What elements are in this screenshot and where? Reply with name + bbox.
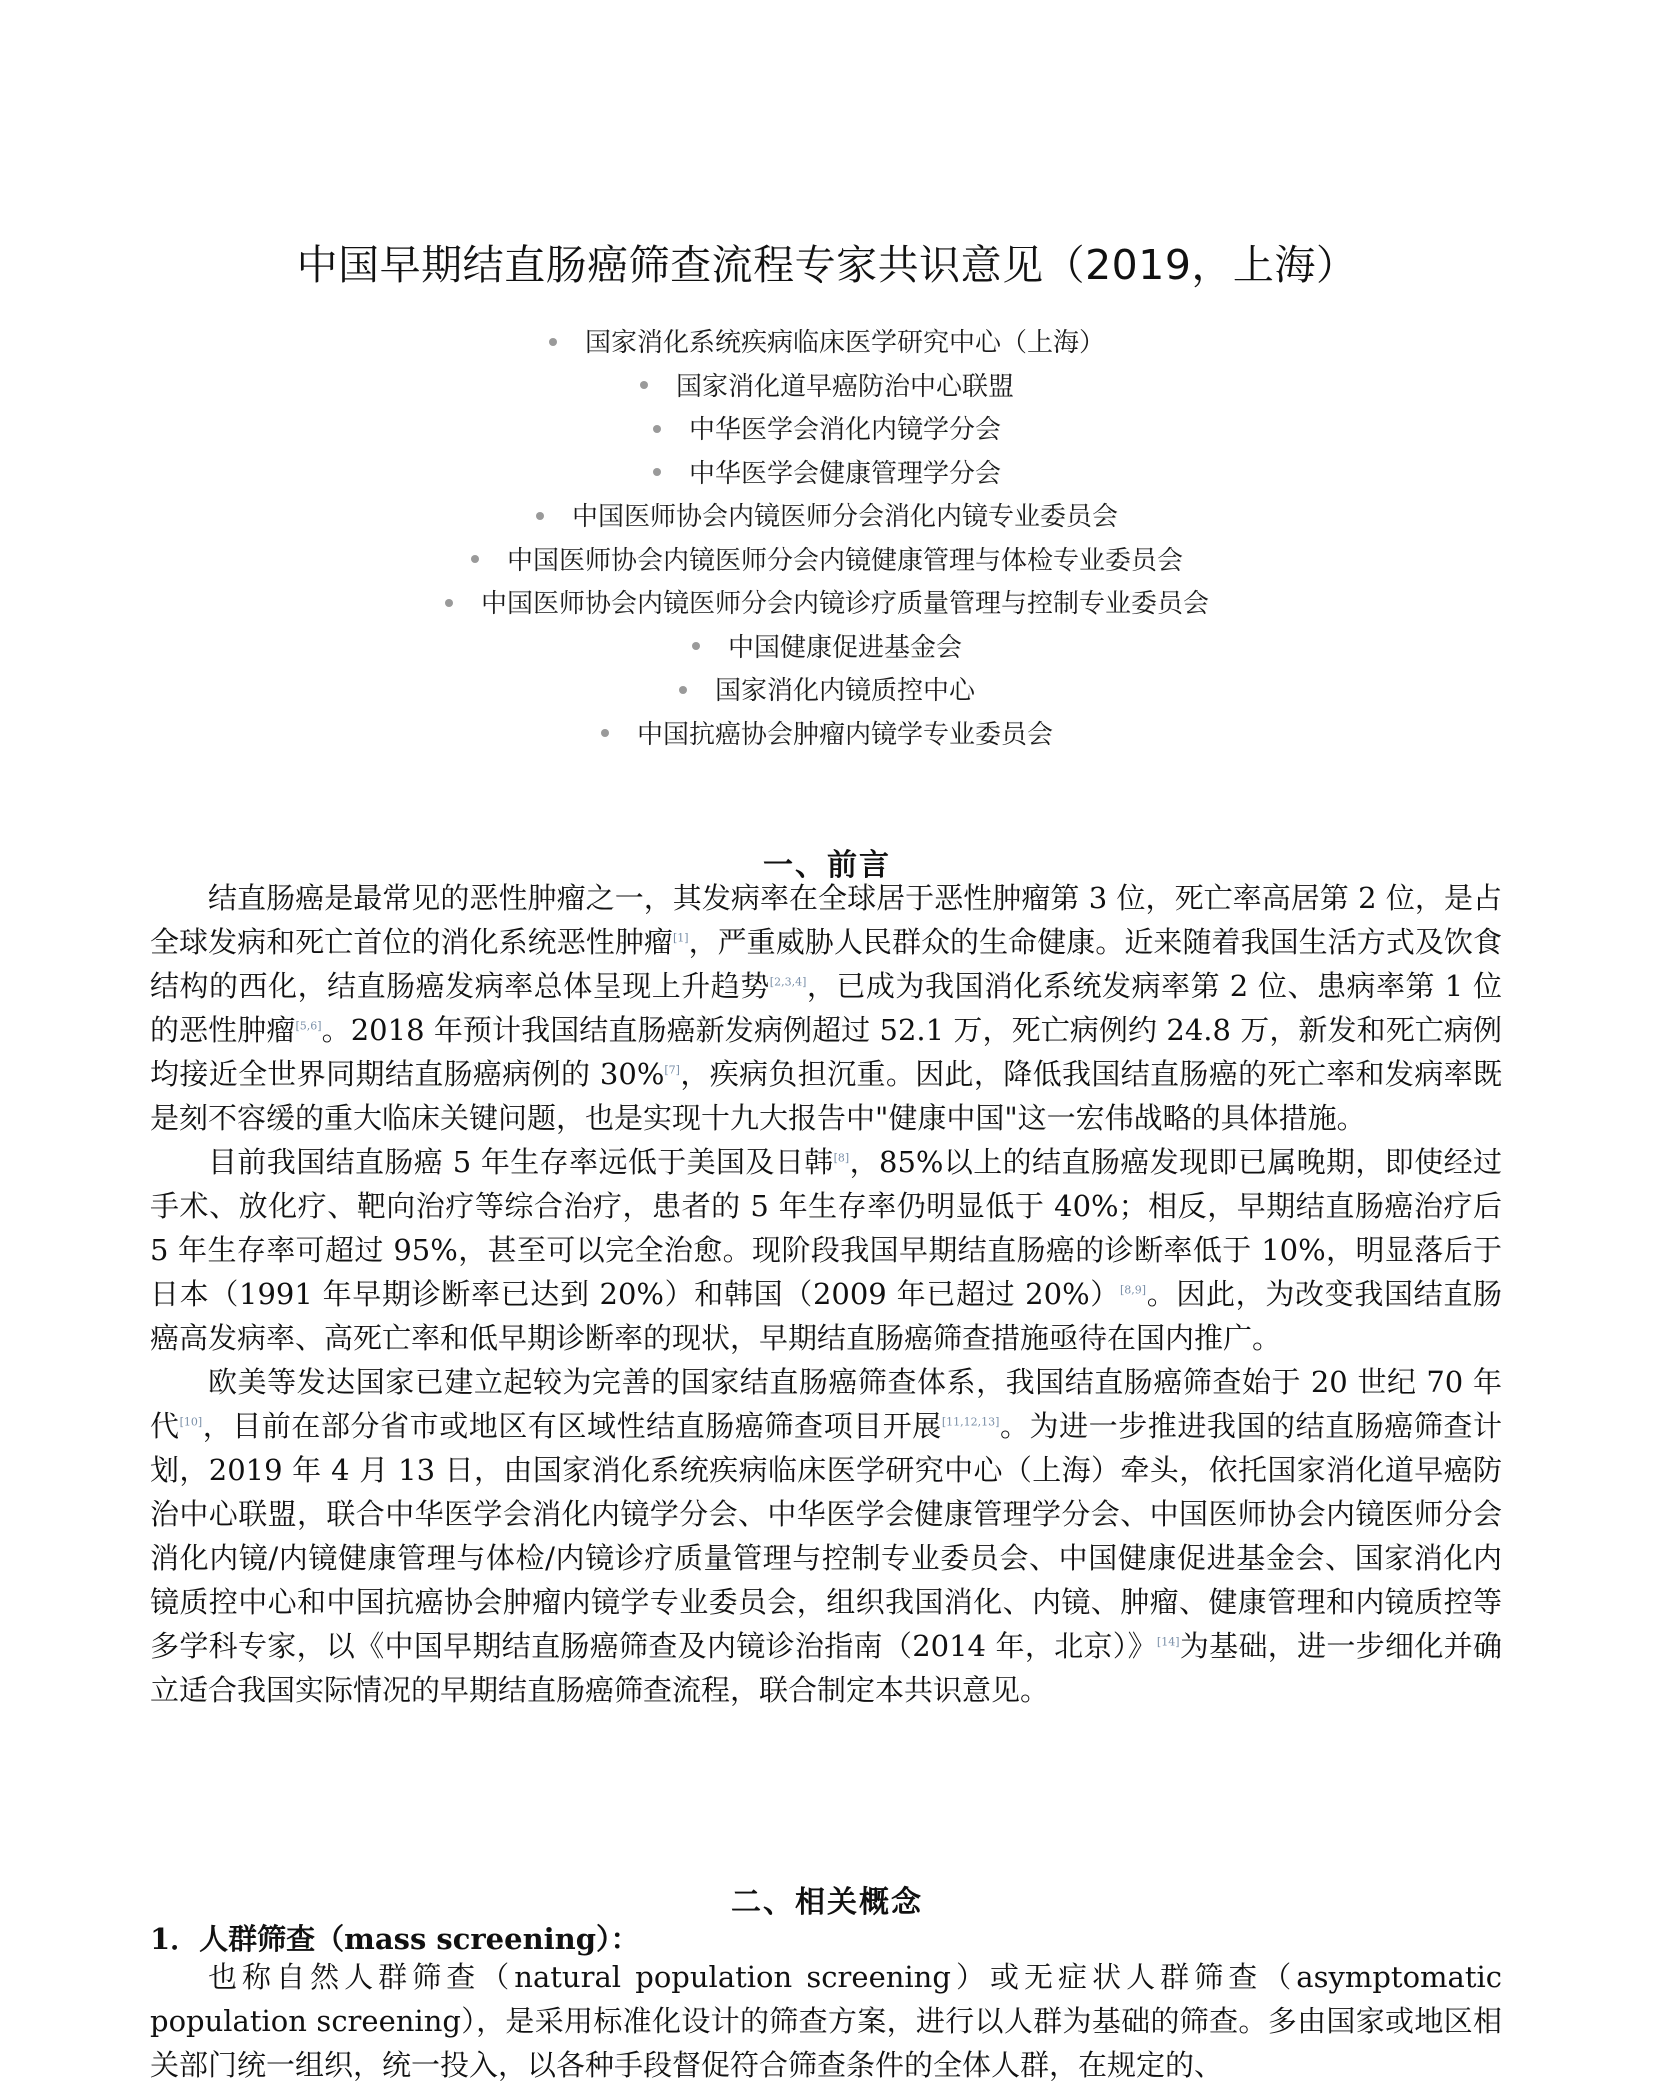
- bullet-icon: [471, 555, 479, 563]
- bullet-icon: [692, 642, 700, 650]
- preface-body: [150, 876, 1502, 1712]
- organization-list: [0, 322, 1654, 757]
- organization-item: 中华医学会消化内镜学分会: [0, 409, 1654, 453]
- section-heading-preface: 一、前言: [763, 848, 891, 883]
- citation-link[interactable]: [1]: [672, 931, 689, 945]
- bullet-icon: [549, 338, 557, 346]
- organization-item: 中国健康促进基金会: [0, 627, 1654, 671]
- section-heading-concepts: 二、相关概念: [731, 1885, 923, 1920]
- citation-link[interactable]: [5,6]: [295, 1019, 322, 1033]
- paragraph: 目前我国结直肠癌 5 年生存率远低于美国及日韩[8]，85%以上的结直肠癌发现即已属晚期，即使经过手术、放化疗、靶向治疗等综合治疗，患者的 5 年生存率仍明显低于 40%；相反，早期结直肠癌治疗后 5 年生存率可超过 95%，甚至可以完全治愈。现阶段我国早期结直肠癌的诊断率低于 10%，明显落后于日本（1991 年早期诊断率已达到 20%）和韩国（2009 年已超过 20%）[8,9]。因此，为改变我国结直肠癌高发病率、高死亡率和低早期诊断率的现状，早期结直肠癌筛查措施亟待在国内推广。: [150, 1145, 1503, 1355]
- bullet-icon: [653, 425, 661, 433]
- subheading-mass-screening: 1．人群筛查（mass screening）：: [150, 1922, 640, 1956]
- bullet-icon: [653, 468, 661, 476]
- bullet-icon: [640, 381, 648, 389]
- organization-item: 国家消化道早癌防治中心联盟: [0, 366, 1654, 410]
- paragraph: 欧美等发达国家已建立起较为完善的国家结直肠癌筛查体系，我国结直肠癌筛查始于 20 世纪 70 年代[10]，目前在部分省市或地区有区域性结直肠癌筛查项目开展[11,12,13]。为进一步推进我国的结直肠癌筛查计划，2019 年 4 月 13 日，由国家消化系统疾病临床医学研究中心（上海）牵头，依托国家消化道早癌防治中心联盟，联合中华医学会消化内镜学分会、中华医学会健康管理学分会、中国医师协会内镜医师分会消化内镜/内镜健康管理与体检/内镜诊疗质量管理与控制专业委员会、中国健康促进基金会、国家消化内镜质控中心和中国抗癌协会肿瘤内镜学专业委员会，组织我国消化、内镜、肿瘤、健康管理和内镜质控等多学科专家，以《中国早期结直肠癌筛查及内镜诊治指南（2014 年，北京）》[14]为基础，进一步细化并确立适合我国实际情况的早期结直肠癌筛查流程，联合制定本共识意见。: [150, 1365, 1502, 1707]
- organization-item: 中国抗癌协会肿瘤内镜学专业委员会: [0, 714, 1654, 758]
- bullet-icon: [536, 512, 544, 520]
- citation-link[interactable]: [8]: [833, 1151, 850, 1165]
- paragraph: 结直肠癌是最常见的恶性肿瘤之一，其发病率在全球居于恶性肿瘤第 3 位，死亡率高居第 2 位，是占全球发病和死亡首位的消化系统恶性肿瘤[1]，严重威胁人民群众的生命健康。近来随着我国生活方式及饮食结构的西化，结直肠癌发病率总体呈现上升趋势[2,3,4]，已成为我国消化系统发病率第 2 位、患病率第 1 位的恶性肿瘤[5,6]。2018 年预计我国结直肠癌新发病例超过 52.1 万，死亡病例约 24.8 万，新发和死亡病例均接近全世界同期结直肠癌病例的 30%[7]，疾病负担沉重。因此，降低我国结直肠癌的死亡率和发病率既是刻不容缓的重大临床关键问题，也是实现十九大报告中"健康中国"这一宏伟战略的具体措施。: [150, 881, 1502, 1135]
- organization-item: 中华医学会健康管理学分会: [0, 453, 1654, 497]
- citation-link[interactable]: [14]: [1156, 1635, 1180, 1649]
- document-title: 中国早期结直肠癌筛查流程专家共识意见（2019，上海）: [296, 241, 1358, 289]
- organization-item: 中国医师协会内镜医师分会内镜健康管理与体检专业委员会: [0, 540, 1654, 584]
- citation-link[interactable]: [10]: [179, 1415, 203, 1429]
- organization-item: 国家消化内镜质控中心: [0, 670, 1654, 714]
- bullet-icon: [601, 729, 609, 737]
- citation-link[interactable]: [11,12,13]: [941, 1415, 1000, 1429]
- organization-item: 国家消化系统疾病临床医学研究中心（上海）: [0, 322, 1654, 366]
- concepts-body: [150, 1955, 1502, 2087]
- citation-link[interactable]: [7]: [664, 1063, 680, 1077]
- bullet-icon: [679, 686, 687, 694]
- citation-link[interactable]: [8,9]: [1119, 1283, 1147, 1297]
- citation-link[interactable]: [2,3,4]: [769, 975, 807, 989]
- organization-item: 中国医师协会内镜医师分会内镜诊疗质量管理与控制专业委员会: [0, 583, 1654, 627]
- bullet-icon: [445, 599, 453, 607]
- organization-item: 中国医师协会内镜医师分会消化内镜专业委员会: [0, 496, 1654, 540]
- paragraph: 也称自然人群筛查（natural population screening）或无症状人群筛查（asymptomatic population screening），是采用标准化设计的筛查方案，进行以人群为基础的筛查。多由国家或地区相关部门统一组织，统一投入，以各种手段督促符合筛查条件的全体人群，在规定的、: [150, 1960, 1502, 2082]
